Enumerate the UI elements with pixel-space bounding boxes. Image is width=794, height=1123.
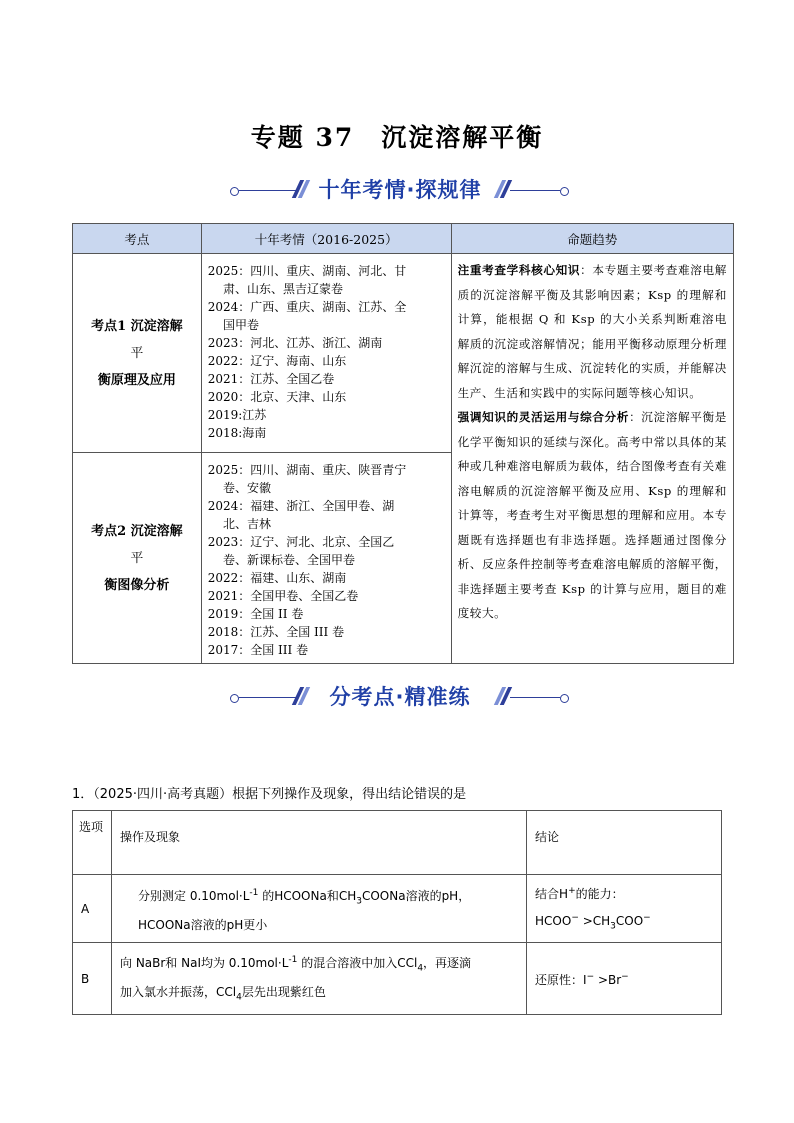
operation-cell xyxy=(112,943,527,1015)
trend-heading: 注重考查学科核心知识 xyxy=(457,263,581,277)
operation-line xyxy=(138,881,518,913)
section-banner-exam-trends xyxy=(230,172,570,208)
banner-line-right xyxy=(510,190,560,191)
header-cell: 命题趋势 xyxy=(451,224,733,254)
subscript: 3 xyxy=(610,921,616,932)
conclusion-line xyxy=(535,906,713,938)
header-cell xyxy=(73,811,112,875)
header-cell: 十年考情（2016-2025） xyxy=(201,224,451,254)
conclusion-cell xyxy=(527,875,722,943)
topic-label: 考点2 沉淀溶解 xyxy=(91,523,183,539)
year-line: 2022：辽宁、海南、山东 xyxy=(207,354,347,368)
year-line: 北、吉林 xyxy=(207,517,271,531)
text-run: 结合H xyxy=(535,887,569,901)
banner-dot-right xyxy=(560,694,569,703)
operation-cell xyxy=(112,875,527,943)
topic-label: 衡原理及应用 xyxy=(97,372,176,388)
table-row xyxy=(73,943,722,1015)
year-line: 2017：全国 III 卷 xyxy=(207,643,309,657)
years-cell xyxy=(201,254,451,453)
superscript: − xyxy=(621,972,629,983)
topic-label: 平 xyxy=(130,550,144,566)
topic-label: 考点1 沉淀溶解 xyxy=(91,318,183,334)
subscript: 4 xyxy=(417,963,424,974)
text-run: 分别测定 0.10mol·L xyxy=(138,888,250,903)
superscript: − xyxy=(571,913,579,923)
operation-line xyxy=(120,980,518,1009)
year-line: 2023：河北、江苏、浙江、湖南 xyxy=(207,336,383,350)
text-run: 的HCOONa和CH xyxy=(258,888,357,903)
text-run: 层先出现紫红色 xyxy=(241,985,326,1000)
year-line: 2019:江苏 xyxy=(207,408,267,422)
conclusion-line xyxy=(535,965,713,992)
year-line: 2021：江苏、全国乙卷 xyxy=(207,372,335,386)
conclusion-line xyxy=(535,879,713,906)
year-line: 肃、山东、黑吉辽蒙卷 xyxy=(207,282,343,296)
year-line: 2019：全国 II 卷 xyxy=(207,607,304,621)
header-cell: 操作及现象 xyxy=(112,811,527,875)
year-line: 2021：全国甲卷、全国乙卷 xyxy=(207,589,359,603)
exam-trend-table xyxy=(72,223,734,664)
text-run: 的能力： xyxy=(575,887,624,901)
operation-line xyxy=(120,948,518,980)
superscript: − xyxy=(643,913,651,923)
trend-cell xyxy=(451,254,733,664)
text-run: 还原性：I xyxy=(535,973,587,988)
year-line: 2025：四川、湖南、重庆、陕晋青宁 xyxy=(207,463,407,477)
subscript: 4 xyxy=(236,992,242,1003)
superscript: -1 xyxy=(249,887,259,898)
text-run: HCOO xyxy=(535,914,572,928)
topic-label: 衡图像分析 xyxy=(104,577,170,593)
section-banner-practice xyxy=(230,679,570,715)
year-line: 2025：四川、重庆、湖南、河北、甘 xyxy=(207,264,407,278)
topic-cell xyxy=(73,453,202,664)
question-stem: 1．（2025·四川·高考真题）根据下列操作及现象，得出结论错误的是 xyxy=(72,787,467,802)
trend-text: ：沉淀溶解平衡是化学平衡知识的延续与深化。高考中常以具体的某种或几种难溶电解质为载体，结合图像考查有关难溶电解质的沉淀溶解平衡及应用、Ksp 的理解和计算等，考查考生对平衡思想的理解和应用。本专题既有选择题也有非选择题。选择题通过图像分析、反应条件控制等考查难溶电解质的溶解平衡，非选择题主要考查 Ksp 的计算与应用，题目的难度较大。 xyxy=(457,410,727,620)
year-line: 2023：辽宁、河北、北京、全国乙 xyxy=(207,535,395,549)
text-run: 向 NaBr和 NaI均为 0.10mol·L xyxy=(120,956,289,970)
superscript: − xyxy=(586,972,595,983)
year-line: 2024：广西、重庆、湖南、江苏、全 xyxy=(207,300,407,314)
topic-label: 平 xyxy=(130,345,144,361)
option-cell: A xyxy=(73,875,112,943)
topic-cell xyxy=(73,254,202,453)
table-row xyxy=(73,254,734,453)
table-header-row xyxy=(73,224,734,254)
year-line: 2020：北京、天津、山东 xyxy=(207,390,347,404)
years-cell xyxy=(201,453,451,664)
table-header-row xyxy=(73,811,722,875)
trend-heading: 强调知识的灵活运用与综合分析 xyxy=(457,410,630,424)
banner-title: 分考点·精准练 xyxy=(329,685,471,709)
banner-line-right xyxy=(510,697,560,698)
option-cell: B xyxy=(73,943,112,1015)
subscript: 3 xyxy=(356,895,362,906)
text-run: >Br xyxy=(594,973,622,988)
table-row xyxy=(73,875,722,943)
text-run: COO xyxy=(615,914,644,928)
question-table xyxy=(72,810,722,1015)
year-line: 2018:海南 xyxy=(207,426,267,440)
year-line: 2022：福建、山东、湖南 xyxy=(207,571,347,585)
superscript: -1 xyxy=(288,955,298,965)
text-run: 加入氯水并振荡，CCl xyxy=(120,985,237,1000)
year-line: 国甲卷 xyxy=(207,318,259,332)
header-cell: 结论 xyxy=(527,811,722,875)
banner-title: 十年考情·探规律 xyxy=(318,178,482,202)
text-run: COONa溶液的pH， xyxy=(361,888,471,903)
year-line: 2018：江苏、全国 III 卷 xyxy=(207,625,345,639)
banner-dot-right xyxy=(560,187,569,196)
superscript: + xyxy=(568,886,576,896)
text-run: >CH xyxy=(578,914,611,928)
header-cell: 考点 xyxy=(73,224,202,254)
trend-text: ：本专题主要考查难溶电解质的沉淀溶解平衡及其影响因素；Ksp 的理解和计算，能根据 Q 和 Ksp 的大小关系判断难溶电解质的沉淀或溶解情况；能用平衡移动原理分析理解沉淀的溶解与生成、沉淀转化的实质，并能解决生产、生活和实践中的实际问题等核心知识。 xyxy=(457,263,727,400)
operation-line: HCOONa溶液的pH更小 xyxy=(138,917,268,932)
year-line: 2024：福建、浙江、全国甲卷、湖 xyxy=(207,499,395,513)
text-run: 的混合溶液中加入CCl xyxy=(297,956,418,970)
text-run: ，再逐滴 xyxy=(423,956,472,970)
page-title: 专题 37 沉淀溶解平衡 xyxy=(250,123,544,152)
conclusion-cell xyxy=(527,943,722,1015)
header-label: 选项 xyxy=(79,820,104,834)
year-line: 卷、新课标卷、全国甲卷 xyxy=(207,553,355,567)
year-line: 卷、安徽 xyxy=(207,481,271,495)
